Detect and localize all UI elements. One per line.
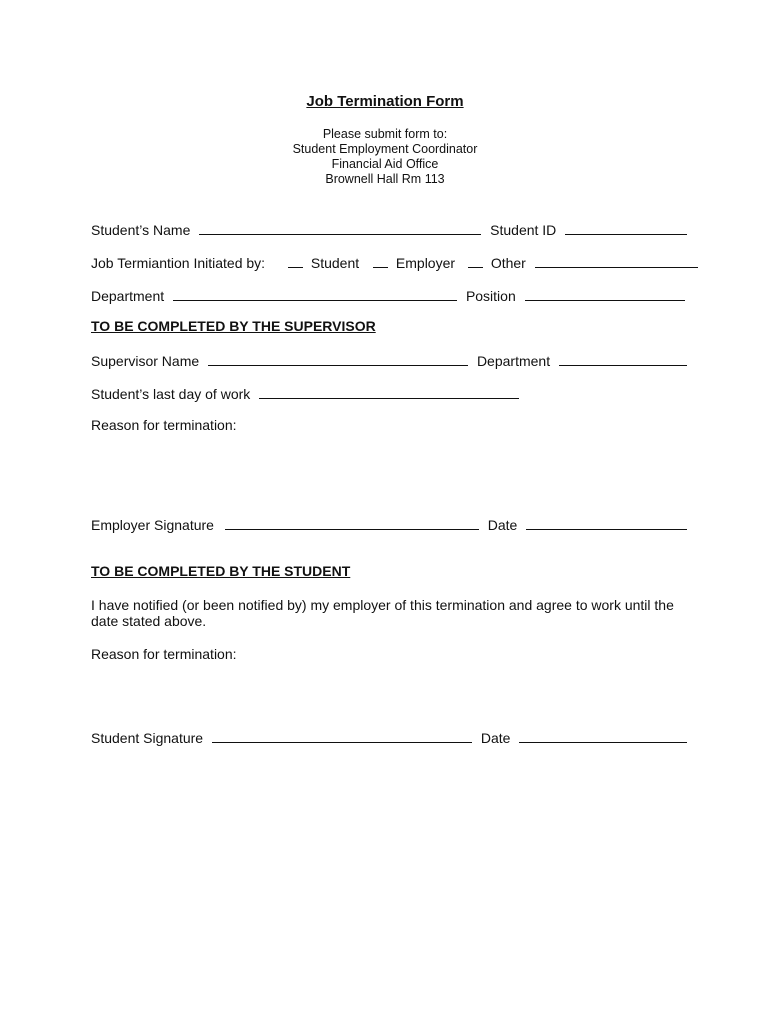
supervisor-name-row <box>91 351 687 369</box>
student-option-label: Student <box>310 255 360 271</box>
other-option-blank[interactable] <box>468 253 483 268</box>
students-name-label: Student’s Name <box>91 222 191 238</box>
initiated-by-row <box>91 253 698 271</box>
employer-signature-label: Employer Signature <box>91 517 214 533</box>
last-day-label: Student’s last day of work <box>91 386 251 402</box>
student-signature-label: Student Signature <box>91 730 204 746</box>
department-label: Department <box>91 288 165 304</box>
employer-signature-field[interactable] <box>225 515 479 530</box>
submit-line-4: Brownell Hall Rm 113 <box>325 172 445 186</box>
last-day-field[interactable] <box>259 384 519 399</box>
student-statement: I have notified (or been notified by) my employer of this termination and agree to work until the date stated above. <box>91 597 674 629</box>
student-signature-field[interactable] <box>212 728 472 743</box>
other-option-label: Other <box>490 255 526 271</box>
submit-line-1: Please submit form to: <box>322 127 448 141</box>
students-name-row <box>91 220 687 238</box>
student-id-label: Student ID <box>490 222 557 238</box>
department-field[interactable] <box>173 286 457 301</box>
position-field[interactable] <box>525 286 685 301</box>
student-date-label: Date <box>480 730 511 746</box>
students-name-field[interactable] <box>199 220 481 235</box>
employer-option-label: Employer <box>395 255 456 271</box>
other-specify-field[interactable] <box>535 253 698 268</box>
department-row <box>91 286 685 304</box>
supervisor-reason-label: Reason for termination: <box>91 417 237 433</box>
supervisor-name-field[interactable] <box>208 351 468 366</box>
employer-date-label: Date <box>487 517 518 533</box>
student-option-blank[interactable] <box>288 253 303 268</box>
supervisor-department-field[interactable] <box>559 351 687 366</box>
student-id-field[interactable] <box>565 220 687 235</box>
student-section-heading: TO BE COMPLETED BY THE STUDENT <box>91 563 351 579</box>
submit-line-3: Financial Aid Office <box>331 157 439 171</box>
submit-line-2: Student Employment Coordinator <box>292 142 478 156</box>
supervisor-section-heading: TO BE COMPLETED BY THE SUPERVISOR <box>91 318 376 334</box>
student-reason-label: Reason for termination: <box>91 646 237 662</box>
supervisor-department-label: Department <box>476 353 551 369</box>
employer-date-field[interactable] <box>526 515 687 530</box>
form-title: Job Termination Form <box>306 93 464 110</box>
employer-option-blank[interactable] <box>373 253 388 268</box>
initiated-by-label: Job Termiantion Initiated by: <box>91 255 266 271</box>
last-day-row <box>91 384 519 402</box>
supervisor-name-label: Supervisor Name <box>91 353 200 369</box>
employer-signature-row <box>91 515 687 533</box>
position-label: Position <box>465 288 516 304</box>
student-date-field[interactable] <box>519 728 687 743</box>
student-signature-row <box>91 728 687 746</box>
